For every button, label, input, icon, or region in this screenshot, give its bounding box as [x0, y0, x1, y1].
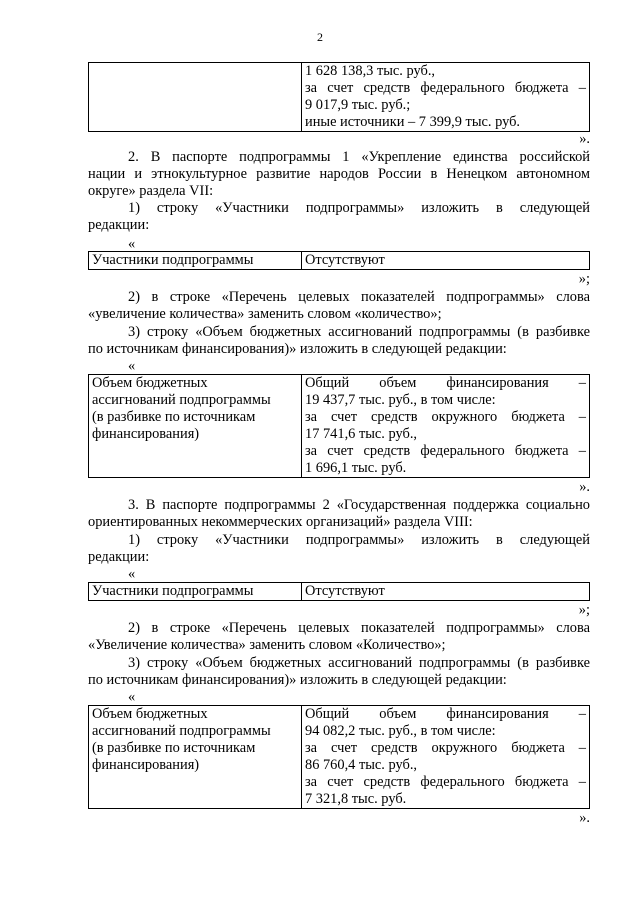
- table-line: 19 437,7 тыс. руб., в том числе:: [305, 392, 496, 408]
- table-line: 94 082,2 тыс. руб., в том числе:: [305, 723, 496, 739]
- closing-quote: »;: [578, 602, 590, 618]
- paragraph-line: 2) в строке «Перечень целевых показателей подпрограммы» слова: [128, 620, 590, 636]
- budget-value-cell: [302, 706, 590, 809]
- paragraph-line: «Увеличение количества» заменить словом «Количество»;: [88, 637, 446, 653]
- participants-value: Отсутствуют: [302, 583, 590, 601]
- closing-quote: ».: [579, 810, 590, 826]
- table-line: Общий объем финансирования –: [305, 706, 586, 722]
- funding-table-continuation: [88, 62, 590, 132]
- paragraph-line: 1) строку «Участники подпрограммы» изложить в следующей: [128, 200, 590, 216]
- table-line: Объем бюджетных: [92, 375, 208, 391]
- budget-table: [88, 374, 590, 478]
- paragraph-line: округе» раздела VII:: [88, 183, 214, 199]
- table-line: за счет средств федерального бюджета –: [305, 443, 586, 459]
- opening-quote: «: [128, 358, 136, 374]
- paragraph-line: ориентированных некоммерческих организаций» раздела VIII:: [88, 514, 473, 530]
- participants-label: Участники подпрограммы: [89, 252, 302, 270]
- budget-label-cell: [89, 375, 302, 478]
- paragraph-line: по источникам финансирования)» изложить в следующей редакции:: [88, 672, 507, 688]
- table-cell-funding: [302, 63, 590, 132]
- item-3-heading: [88, 497, 590, 531]
- table-line: финансирования): [92, 426, 200, 442]
- item-3-sub1: [88, 532, 590, 566]
- closing-quote: »;: [578, 271, 590, 287]
- item-2-sub2: [88, 289, 590, 323]
- paragraph-line: 2. В паспорте подпрограммы 1 «Укрепление единства российской: [128, 149, 590, 165]
- paragraph-line: «увеличение количества» заменить словом «количество»;: [88, 306, 442, 322]
- table-line: 17 741,6 тыс. руб.,: [305, 426, 418, 442]
- participants-value: Отсутствуют: [302, 252, 590, 270]
- table-line: 1 628 138,3 тыс. руб.,: [305, 63, 436, 79]
- table-line: ассигнований подпрограммы: [92, 723, 271, 739]
- paragraph-line: редакции:: [88, 549, 150, 565]
- closing-quote: ».: [579, 131, 590, 147]
- page-number: 2: [317, 30, 323, 44]
- table-line: иные источники – 7 399,9 тыс. руб.: [305, 114, 521, 130]
- item-3-sub2: [88, 620, 590, 654]
- table-line: ассигнований подпрограммы: [92, 392, 271, 408]
- paragraph-line: 3) строку «Объем бюджетных ассигнований подпрограммы (в разбивке: [128, 655, 590, 671]
- participants-label: Участники подпрограммы: [89, 583, 302, 601]
- table-line: 7 321,8 тыс. руб.: [305, 791, 407, 807]
- closing-quote: ».: [579, 479, 590, 495]
- table-line: 86 760,4 тыс. руб.,: [305, 757, 418, 773]
- table-line: 9 017,9 тыс. руб.;: [305, 97, 411, 113]
- table-line: за счет средств федерального бюджета –: [305, 80, 586, 96]
- item-3-sub3: [88, 655, 590, 689]
- opening-quote: «: [128, 689, 136, 705]
- item-2-sub3: [88, 324, 590, 358]
- paragraph-line: 3) строку «Объем бюджетных ассигнований подпрограммы (в разбивке: [128, 324, 590, 340]
- opening-quote: «: [128, 566, 136, 582]
- table-line: финансирования): [92, 757, 200, 773]
- paragraph-line: 1) строку «Участники подпрограммы» изложить в следующей: [128, 532, 590, 548]
- table-line: Объем бюджетных: [92, 706, 208, 722]
- budget-label-cell: [89, 706, 302, 809]
- budget-value-cell: [302, 375, 590, 478]
- paragraph-line: нации и этнокультурное развитие народов России в Ненецком автономном: [88, 166, 590, 182]
- table-line: за счет средств федерального бюджета –: [305, 774, 586, 790]
- opening-quote: «: [128, 236, 136, 252]
- item-2-sub1: [88, 200, 590, 234]
- table-line: (в разбивке по источникам: [92, 409, 256, 425]
- item-2-heading: [88, 149, 590, 200]
- budget-table: [88, 705, 590, 809]
- participants-table: [88, 251, 590, 270]
- participants-table: [88, 582, 590, 601]
- paragraph-line: 3. В паспорте подпрограммы 2 «Государственная поддержка социально: [128, 497, 590, 513]
- table-line: Общий объем финансирования –: [305, 375, 586, 391]
- table-line: 1 696,1 тыс. руб.: [305, 460, 407, 476]
- table-line: за счет средств окружного бюджета –: [305, 740, 586, 756]
- table-line: (в разбивке по источникам: [92, 740, 256, 756]
- table-cell-empty: [89, 63, 302, 132]
- paragraph-line: по источникам финансирования)» изложить в следующей редакции:: [88, 341, 507, 357]
- paragraph-line: редакции:: [88, 217, 150, 233]
- paragraph-line: 2) в строке «Перечень целевых показателей подпрограммы» слова: [128, 289, 590, 305]
- table-line: за счет средств окружного бюджета –: [305, 409, 586, 425]
